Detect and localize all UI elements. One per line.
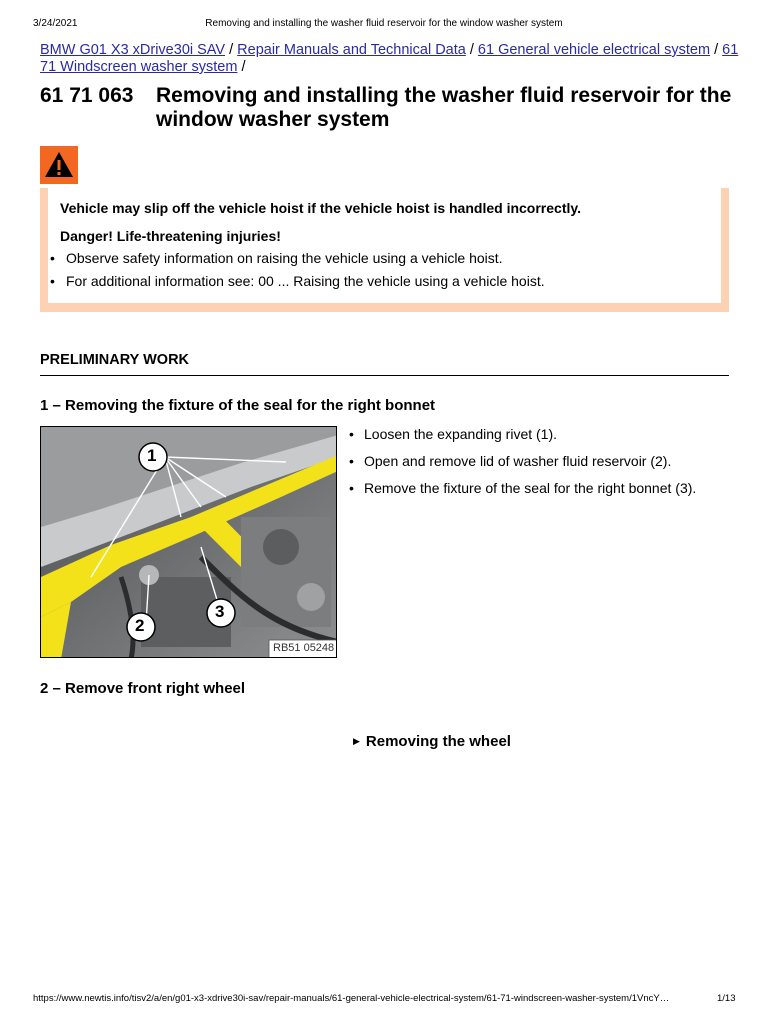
breadcrumb-link-washer-system[interactable]: 61 71 Windscreen washer system	[40, 42, 739, 75]
instruction-item: • Open and remove lid of washer fluid reservoir (2).	[346, 452, 696, 479]
breadcrumb-link-repair-manuals[interactable]: Repair Manuals and Technical Data	[237, 42, 466, 58]
document-title-text: Removing and installing the washer fluid reservoir for the window washer system	[156, 84, 732, 131]
callout-label-3: 3	[215, 602, 225, 621]
breadcrumb-separator: /	[469, 42, 474, 58]
breadcrumb-separator: /	[714, 42, 719, 58]
warning-line-1: Vehicle may slip off the vehicle hoist if the vehicle hoist is handled incorrectly.	[60, 200, 582, 216]
print-footer-url: https://www.newtis.info/tisv2/a/en/g01-x3-xdrive30i-sav/repair-manuals/61-general-vehicle-electrical-system/61-71-windscreen-washer-system/1VncY…	[33, 993, 670, 1004]
triangle-right-icon: ▶	[353, 736, 360, 746]
figure-reference: RB51 05248	[273, 642, 335, 654]
callout-label-1: 1	[147, 446, 157, 465]
step-1-figure	[40, 426, 337, 658]
warning-list	[48, 249, 545, 295]
print-footer-page: 1/13	[717, 993, 736, 1004]
breadcrumb-link-electrical-system[interactable]: 61 General vehicle electrical system	[477, 42, 711, 58]
print-header-title: Removing and installing the washer fluid reservoir for the window washer system	[205, 18, 563, 29]
step-2-title: 2 – Remove front right wheel	[40, 680, 246, 697]
instruction-item: • Remove the fixture of the seal for the right bonnet (3).	[346, 479, 696, 506]
instruction-item: • Loosen the expanding rivet (1).	[346, 425, 696, 452]
breadcrumb-separator: /	[229, 42, 234, 58]
subprocedure-label: Removing the wheel	[365, 733, 511, 750]
section-heading-preliminary-work: PRELIMINARY WORK	[40, 352, 190, 368]
step-1-title: 1 – Removing the fixture of the seal for the right bonnet	[40, 397, 436, 414]
section-divider	[40, 375, 729, 376]
warning-line-2: Danger! Life-threatening injuries!	[60, 228, 281, 244]
warning-triangle-icon	[40, 146, 78, 184]
warning-box	[40, 188, 729, 312]
breadcrumb-separator: /	[241, 59, 246, 75]
subprocedure-link-removing-wheel[interactable]	[353, 733, 511, 750]
breadcrumb-link-vehicle[interactable]: BMW G01 X3 xDrive30i SAV	[40, 42, 226, 58]
print-date: 3/24/2021	[33, 18, 78, 29]
warning-list-item: • For additional information see: 00 ... Raising the vehicle using a vehicle hoist.	[48, 272, 545, 295]
breadcrumb	[40, 42, 740, 76]
step-1-instructions	[346, 425, 696, 506]
document-number: 61 71 063	[40, 84, 134, 107]
warning-list-item: • Observe safety information on raising the vehicle using a vehicle hoist.	[48, 249, 545, 272]
callout-label-2: 2	[135, 616, 145, 635]
